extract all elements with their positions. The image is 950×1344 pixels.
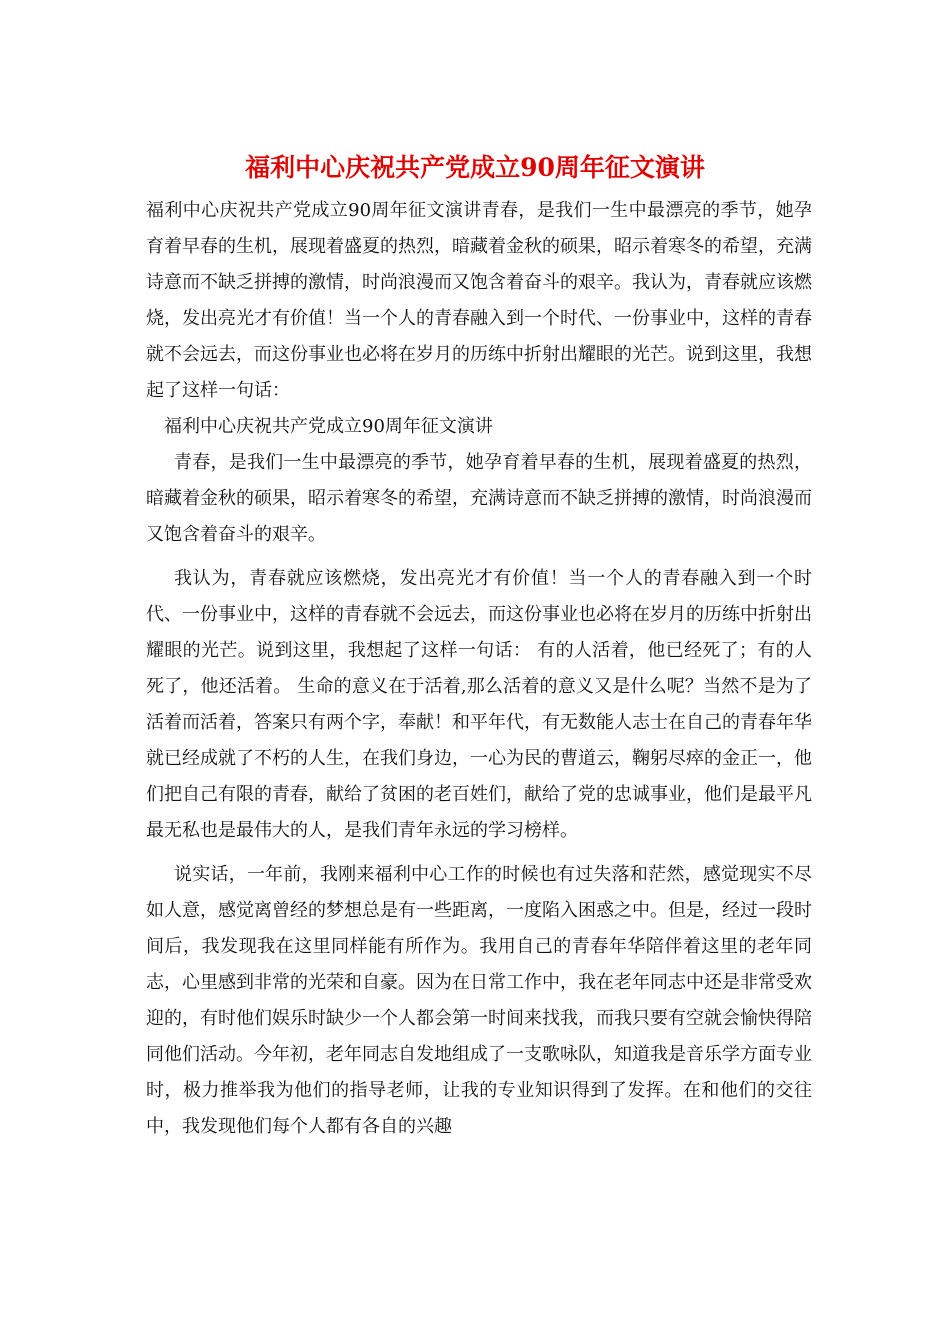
paragraph-intro: 福利中心庆祝共产党成立90周年征文演讲青春，是我们一生中最漂亮的季节，她孕育着早春的生机，展现着盛夏的热烈，暗藏着金秋的硕果，昭示着寒冬的希望，充满诗意而不缺乏拼搏的激情，时尚浪漫而又饱含着奋斗的艰辛。我认为，青春就应该燃烧，发出亮光才有价值！当一个人的青春融入到一个时代、一份事业中，这样的青春就不会远去，而这份事业也必将在岁月的历练中折射出耀眼的光芒。说到这里，我想起了这样一句话： xyxy=(146,200,812,401)
document-body xyxy=(146,193,812,1145)
paragraph-experience: 说实话，一年前，我刚来福利中心工作的时候也有过失落和茫然，感觉现实不尽如人意，感觉离曾经的梦想总是有一些距离，一度陷入困惑之中。但是，经过一段时间后，我发现我在这里同样能有所作为。我用自己的青春年华陪伴着这里的老年同志，心里感到非常的光荣和自豪。因为在日常工作中，我在老年同志中还是非常受欢迎的，有时他们娱乐时缺少一个人都会第一时间来找我，而我只要有空就会愉快得陪同他们活动。今年初，老年同志自发地组成了一支歌咏队，知道我是音乐学方面专业时，极力推举我为他们的指导老师，让我的专业知识得到了发挥。在和他们的交往中，我发现他们每个人都有各自的兴趣 xyxy=(146,864,812,1137)
document-title: 福利中心庆祝共产党成立90周年征文演讲 xyxy=(245,153,705,182)
paragraph-youth: 青春，是我们一生中最漂亮的季节，她孕育着早春的生机，展现着盛夏的热烈，暗藏着金秋的硕果，昭示着寒冬的希望，充满诗意而不缺乏拼搏的激情，时尚浪漫而又饱含着奋斗的艰辛。 xyxy=(146,452,812,545)
paragraph-meaning: 我认为，青春就应该燃烧，发出亮光才有价值！当一个人的青春融入到一个时代、一份事业中，这样的青春就不会远去，而这份事业也必将在岁月的历练中折射出耀眼的光芒。说到这里，我想起了这样一句话： 有的人活着，他已经死了；有的人死了，他还活着。 生命的意义在于活着,那么活着的意义又是什么呢？当然不是为了活着而活着，答案只有两个字，奉献！和平年代，有无数能人志士在自己的青春年华就已经成就了不朽的人生，在我们身边，一心为民的曹道云，鞠躬尽瘁的金正一，他们把自己有限的青春，献给了贫困的老百姓们，献给了党的忠诚事业，他们是最平凡最无私也是最伟大的人，是我们青年永远的学习榜样。 xyxy=(146,568,812,841)
paragraph-subtitle: 福利中心庆祝共产党成立90周年征文演讲 xyxy=(164,416,493,437)
